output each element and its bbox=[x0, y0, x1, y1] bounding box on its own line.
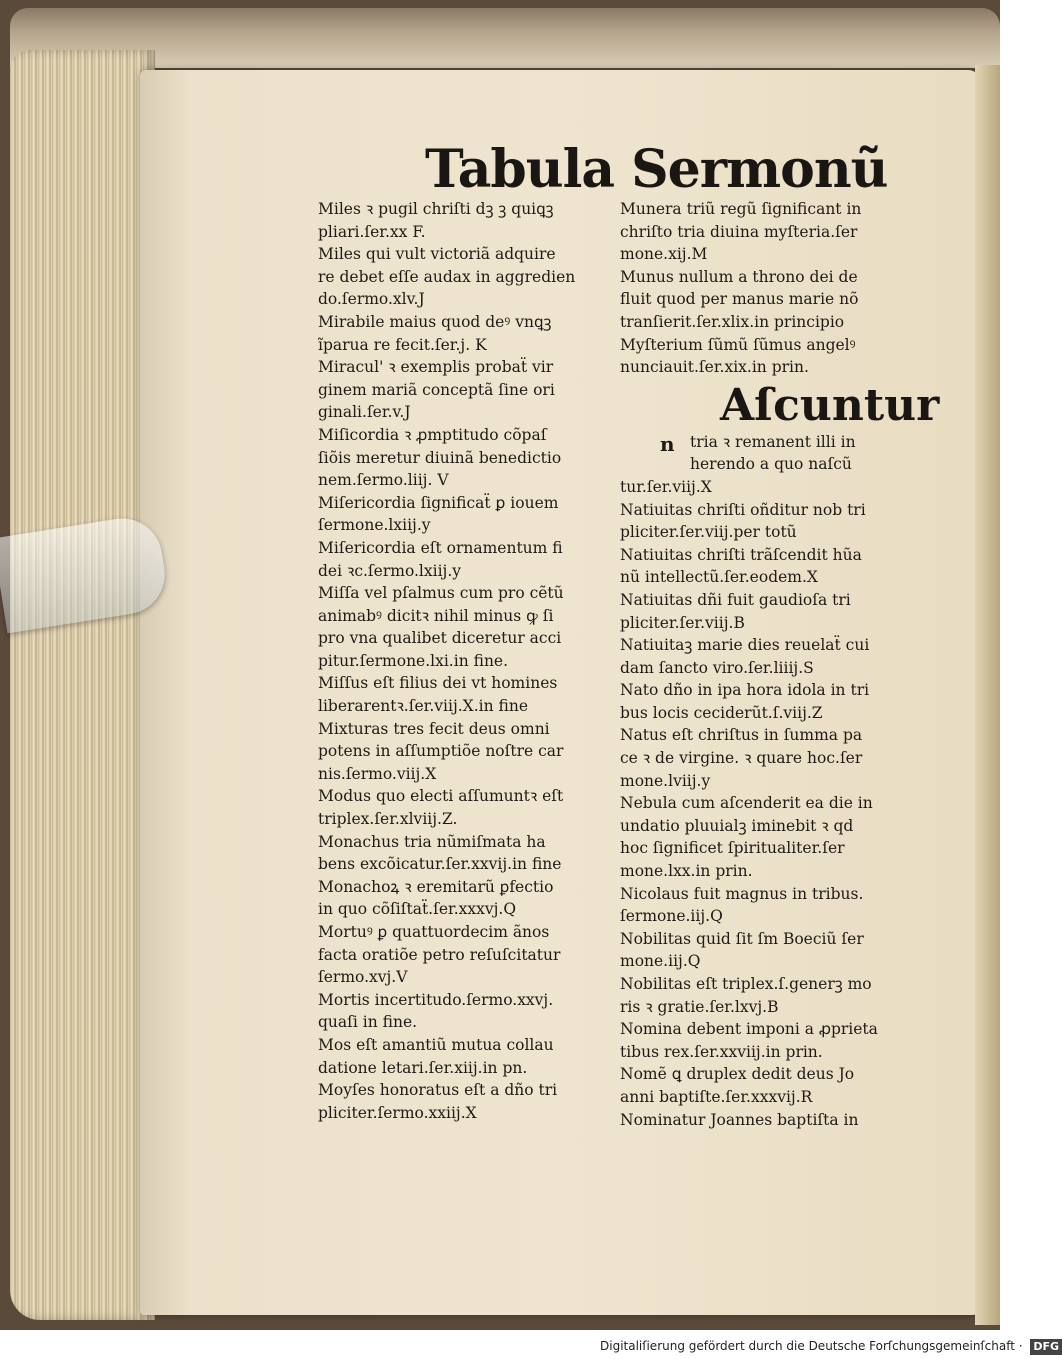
index-entry-line: pliciter.ſermo.xxiij.X bbox=[318, 1103, 477, 1122]
index-entry-line: tranſierit.ſer.xlix.in principio bbox=[620, 312, 845, 331]
index-entry bbox=[318, 718, 618, 786]
index-entry-line: Miles ꝛ pugil chriſti dꝫ ꝫ quiꝗꝫ bbox=[318, 200, 554, 218]
index-entry bbox=[620, 499, 912, 544]
rubric-line: herendo a quo naſcũ bbox=[690, 455, 852, 474]
index-entry-line: undatio pluuialꝫ iminebit ꝛ qd bbox=[620, 816, 854, 835]
index-entry-line: Nomina debent imponi a ꝓprieta bbox=[620, 1020, 878, 1039]
index-entry-line: dei ꝛc.ſermo.lxiij.y bbox=[318, 561, 462, 580]
index-entry-line: anni baptiſte.ſer.xxxvij.R bbox=[620, 1087, 813, 1106]
index-entry-line: Nebula cum aſcenderit ea die in bbox=[620, 794, 873, 813]
index-entry bbox=[620, 334, 912, 379]
index-entry-line: Natiuitaꝫ marie dies reuelaẗ cui bbox=[620, 636, 870, 655]
index-entry-line: ĩparua re fecit.ſer.j. K bbox=[318, 335, 487, 354]
rubric-line: tria ꝛ remanent illi in bbox=[690, 432, 856, 451]
index-entry-line: Nicolaus fuit magnus in tribus. bbox=[620, 884, 864, 903]
index-entry-line: facta oratiõe petro reſuſcitatur bbox=[318, 945, 561, 964]
index-entry-line: mone.lviij.y bbox=[620, 771, 711, 790]
dfg-logo: DFG bbox=[1030, 1339, 1062, 1355]
index-entry bbox=[318, 243, 618, 311]
index-entry-line: Nato dño in ipa hora idola in tri bbox=[620, 681, 870, 700]
index-entry bbox=[620, 634, 912, 679]
index-entry bbox=[318, 582, 618, 672]
index-entry-line: do.ſermo.xlv.J bbox=[318, 290, 425, 309]
index-entry-line: tibus rex.ſer.xxviij.in prin. bbox=[620, 1042, 823, 1061]
index-entry-line: Miles qui vult victoriã adquire bbox=[318, 245, 556, 264]
index-entry-line: Miracul' ꝛ exemplis probaẗ vir bbox=[318, 358, 554, 377]
index-entry bbox=[620, 266, 912, 334]
index-entry-line: Miſſa vel pſalmus cum pro cẽtũ bbox=[318, 584, 564, 603]
footer-credit: Digitaliſierung gefördert durch die Deutsche Forſchungsgemeinſchaft · bbox=[600, 1339, 1023, 1353]
rubric-initial: n bbox=[660, 431, 675, 456]
index-entry-line: dam ſancto viro.ſer.liiij.S bbox=[620, 658, 814, 677]
index-entry-line: ris ꝛ gratie.ſer.lxvj.B bbox=[620, 997, 779, 1016]
index-entry bbox=[620, 1109, 912, 1132]
index-entry-line: mone.xij.M bbox=[620, 245, 708, 264]
index-entry-line: Mixturas tres fecit deus omni bbox=[318, 719, 550, 738]
index-entry-line: Nominatur Joannes baptiſta in bbox=[620, 1110, 859, 1129]
index-entry-line: quaſi in fine. bbox=[318, 1013, 418, 1032]
index-entry bbox=[318, 989, 618, 1034]
index-entry-line: Mirabile maius quod deꝰ vnꝗꝫ bbox=[318, 312, 552, 331]
index-entry-line: Munera triũ regũ ſignificant in bbox=[620, 200, 862, 218]
index-entry-line: pliari.ſer.xx F. bbox=[318, 222, 426, 241]
index-entry bbox=[620, 883, 912, 928]
index-entry bbox=[620, 792, 912, 882]
index-entry bbox=[318, 785, 618, 830]
index-entry-line: Mortis incertitudo.ſermo.xxvj. bbox=[318, 990, 554, 1009]
index-entry bbox=[620, 1018, 912, 1063]
index-entry-line: nis.ſermo.viij.X bbox=[318, 764, 437, 783]
index-entry-line: ſermone.lxiij.y bbox=[318, 516, 431, 535]
index-entry-line: mone.iij.Q bbox=[620, 952, 701, 971]
rubric-heading: Aſcuntur bbox=[720, 379, 940, 431]
index-entry-line: pro vna qualibet diceretur acci bbox=[318, 629, 562, 648]
index-entry-line: ſiõis meretur diuinã benedictio bbox=[318, 448, 562, 467]
index-entry-line: hoc ſignificet ſpiritualiter.ſer bbox=[620, 839, 845, 858]
index-entry-line: potens in aſſumptiõe noſtre car bbox=[318, 742, 564, 761]
index-entry-line: Myſterium ſũmũ ſũmus angelꝰ bbox=[620, 335, 856, 354]
right-column-bottom-entries bbox=[620, 499, 912, 1132]
book-cover-top bbox=[10, 8, 1000, 68]
index-entry-line: liberarentꝛ.ſer.viij.X.in fine bbox=[318, 697, 528, 716]
book-right-edge bbox=[975, 65, 1000, 1325]
left-column bbox=[318, 198, 618, 1124]
index-entry-line: Modus quo electi aſſumuntꝛ eſt bbox=[318, 787, 564, 806]
index-entry-line: ginem mariã conceptã ſine ori bbox=[318, 380, 555, 399]
index-entry-line: Natiuitas chriſti oñditur nob tri bbox=[620, 500, 866, 519]
index-entry-line: Natiuitas dñi fuit gaudioſa tri bbox=[620, 590, 851, 609]
index-entry-line: ce ꝛ de virgine. ꝛ quare hoc.ſer bbox=[620, 749, 863, 768]
index-entry-line: fluit quod per manus marie nõ bbox=[620, 290, 859, 309]
index-entry bbox=[318, 876, 618, 921]
index-entry bbox=[318, 492, 618, 537]
index-entry-line: Nobilitas quid ſit ſm Boeciũ ſer bbox=[620, 929, 864, 948]
index-entry bbox=[620, 928, 912, 973]
index-entry-line: bus locis ceciderũt.ſ.viij.Z bbox=[620, 703, 823, 722]
index-entry bbox=[318, 311, 618, 356]
index-entry-line: Nobilitas eſt triplex.ſ.generꝫ mo bbox=[620, 975, 872, 993]
page-edges bbox=[10, 50, 155, 1320]
index-entry-line: pitur.ſermone.lxi.in fine. bbox=[318, 651, 509, 670]
index-entry-line: Nomẽ ꝗ druplex dedit deus Jo bbox=[620, 1065, 855, 1084]
index-entry-line: nem.ſermo.liij. V bbox=[318, 471, 449, 490]
right-column-top-entries bbox=[620, 198, 912, 379]
rubric-line: tur.ſer.viij.X bbox=[620, 477, 712, 496]
index-entry-line: ſermone.iij.Q bbox=[620, 907, 723, 926]
index-entry-line: datione letari.ſer.xiij.in pn. bbox=[318, 1058, 528, 1077]
index-entry-line: Mortuꝰ ꝑ quattuordecim ãnos bbox=[318, 923, 550, 941]
index-entry bbox=[620, 589, 912, 634]
index-entry bbox=[318, 921, 618, 989]
index-entry-line: Natiuitas chriſti trãſcendit hũa bbox=[620, 545, 862, 564]
index-entry bbox=[318, 424, 618, 492]
index-entry bbox=[620, 198, 912, 266]
index-entry bbox=[318, 831, 618, 876]
index-entry-line: animabꝰ dicitꝛ nihil minus ꝙ ſi bbox=[318, 606, 554, 625]
index-entry-line: Miſicordia ꝛ ꝓmptitudo cõpaſ bbox=[318, 425, 547, 444]
right-column bbox=[620, 198, 940, 1131]
index-entry bbox=[318, 198, 618, 243]
index-entry-line: Moyſes honoratus eſt a dño tri bbox=[318, 1081, 558, 1100]
index-entry-line: triplex.ſer.xlviij.Z. bbox=[318, 810, 458, 829]
index-entry-line: Miſſus eſt filius dei vt homines bbox=[318, 674, 558, 693]
index-entry-line: nũ intellectũ.ſer.eodem.X bbox=[620, 568, 818, 587]
index-entry-line: in quo cõſiſtaẗ.ſer.xxxvj.Q bbox=[318, 900, 517, 919]
index-entry-line: bens excõicatur.ſer.xxvij.in fine bbox=[318, 855, 562, 874]
index-entry-line: pliciter.ſer.viij.per totũ bbox=[620, 523, 797, 542]
index-entry bbox=[318, 1079, 618, 1124]
index-entry bbox=[620, 1063, 912, 1108]
digitization-footer bbox=[600, 1336, 1060, 1356]
index-entry-line: Miſericordia eſt ornamentum fi bbox=[318, 538, 563, 557]
index-entry-line: Natus eſt chriſtus in ſumma pa bbox=[620, 726, 863, 745]
index-entry-line: Monachoꝝ ꝛ eremitarũ ꝑfectio bbox=[318, 877, 554, 896]
index-entry bbox=[620, 544, 912, 589]
index-entry-line: chriſto tria diuina myſteria.ſer bbox=[620, 222, 858, 241]
index-entry bbox=[318, 672, 618, 717]
rubric-entry bbox=[620, 431, 912, 499]
index-entry-line: mone.lxx.in prin. bbox=[620, 862, 753, 881]
index-entry bbox=[620, 679, 912, 724]
index-entry-line: ſermo.xvj.V bbox=[318, 968, 408, 987]
page-title: Tabula Sermonũ bbox=[425, 139, 888, 200]
index-entry-line: nunciauit.ſer.xix.in prin. bbox=[620, 358, 809, 377]
index-entry-line: pliciter.ſer.viij.B bbox=[620, 613, 745, 632]
index-entry-line: re debet eſſe audax in aggredien bbox=[318, 267, 576, 286]
index-entry bbox=[318, 1034, 618, 1079]
index-entry bbox=[620, 724, 912, 792]
index-entry bbox=[318, 537, 618, 582]
index-entry-line: Munus nullum a throno dei de bbox=[620, 267, 858, 286]
index-entry-line: Monachus tria nũmiſmata ha bbox=[318, 832, 546, 851]
index-entry-line: Miſericordia ſignificaẗ ꝑ iouem bbox=[318, 493, 559, 512]
index-entry-line: ginali.ſer.v.J bbox=[318, 403, 411, 422]
index-entry bbox=[318, 356, 618, 424]
index-entry bbox=[620, 973, 912, 1018]
index-entry-line: Mos eſt amantiũ mutua collau bbox=[318, 1035, 554, 1054]
